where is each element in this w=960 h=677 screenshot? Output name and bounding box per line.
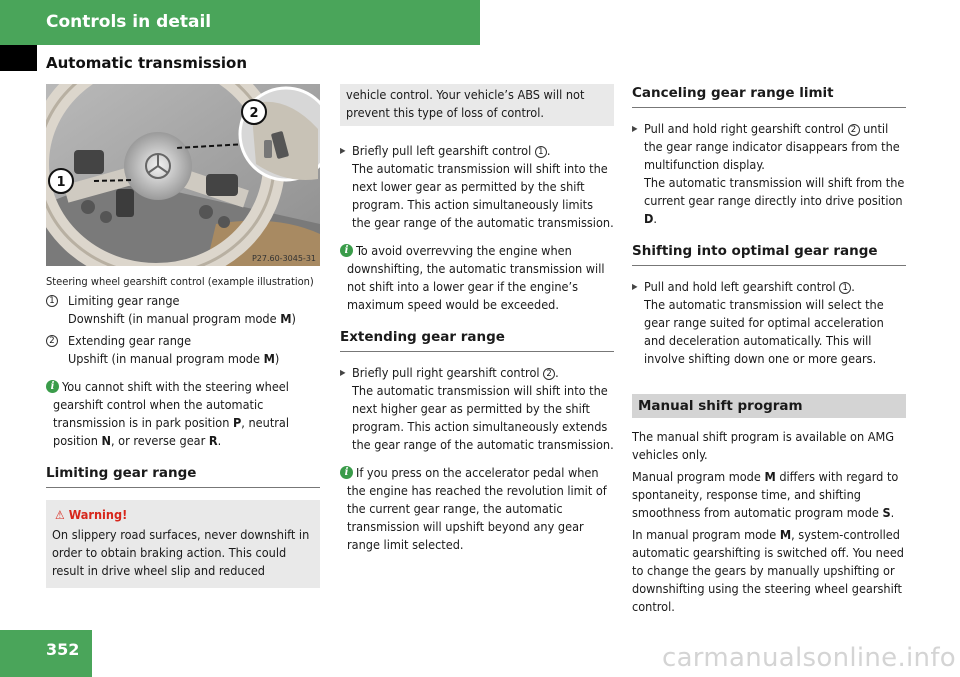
manual-paragraph-1: The manual shift program is available on AMG vehicles only. xyxy=(632,429,895,462)
gearshift-photo xyxy=(46,84,320,266)
legend-title-1: Limiting gear range xyxy=(68,293,180,308)
step-cancel-limit xyxy=(632,120,906,228)
callout-2-label: 2 xyxy=(249,106,259,121)
legend-title-2: Extending gear range xyxy=(68,333,192,348)
section-title: Automatic transmission xyxy=(46,54,247,72)
legend-item-1 xyxy=(46,292,320,328)
step-arrow-icon: ▶ xyxy=(340,368,346,377)
manual-paragraph-2: Manual program mode M differs with regard to spontaneity, response time, and shifting smoothness from automatic program mode S. xyxy=(632,469,899,520)
heading-extending-gear-range: Extending gear range xyxy=(340,328,614,352)
step-arrow-icon: ▶ xyxy=(632,124,638,133)
info-icon: i xyxy=(340,244,353,257)
steering-wheel-illustration xyxy=(46,84,320,266)
info-note-overrev-text: To avoid overrevving the engine when downshifting, the automatic transmission will not shift into a lower gear if the engine’s maximum speed would be exceeded. xyxy=(347,243,605,312)
step-pull-left-instruction: Briefly pull left gearshift control 1 . xyxy=(352,143,551,158)
warning-text-continued: vehicle control. Your vehicle’s ABS will not prevent this type of loss of control. xyxy=(346,87,585,120)
step-pull-right xyxy=(340,364,614,454)
column-left xyxy=(46,84,320,588)
step-arrow-icon: ▶ xyxy=(340,146,346,155)
header-tab-marker xyxy=(0,45,37,71)
info-note-accelerator xyxy=(340,464,614,554)
info-note-accelerator-text: If you press on the accelerator pedal when the engine has reached the revolution limit of the current gear range, the automatic transmission will upshift beyond any gear range limit selected. xyxy=(347,465,607,552)
legend-desc-1: Downshift (in manual program mode M) xyxy=(68,311,296,326)
info-icon: i xyxy=(46,380,59,393)
image-code: P27.60-3045-31 xyxy=(251,254,316,263)
legend-number-1: 1 xyxy=(46,295,58,307)
info-note-park xyxy=(46,378,320,450)
info-note-park-text: You cannot shift with the steering wheel gearshift control when the automatic transmission is in park position P, neutral position N, or reverse gear R. xyxy=(53,379,290,448)
step-optimal-result: The automatic transmission will select the gear range suited for optimal acceleration and deceleration automatically. This will involve shifting down one or more gears. xyxy=(644,297,884,366)
watermark: carmanualsonline.info xyxy=(661,643,956,673)
warning-title: ⚠ Warning! xyxy=(55,507,128,522)
step-cancel-instruction: Pull and hold right gearshift control 2 until the gear range indicator disappears from the multifunction display. xyxy=(644,121,900,172)
step-pull-left xyxy=(340,142,614,232)
step-pull-right-result: The automatic transmission will shift into the next higher gear as permitted by the shift program. This action simultaneously extends the gear range of the automatic transmission. xyxy=(352,383,614,452)
warning-triangle-icon: ⚠ xyxy=(55,508,65,522)
heading-limiting-gear-range: Limiting gear range xyxy=(46,464,320,488)
column-right xyxy=(632,84,906,620)
step-arrow-icon: ▶ xyxy=(632,282,638,291)
info-icon: i xyxy=(340,466,353,479)
legend-item-2 xyxy=(46,332,320,368)
page-number: 352 xyxy=(46,640,80,659)
heading-optimal-gear-range: Shifting into optimal gear range xyxy=(632,242,906,266)
photo-caption: Steering wheel gearshift control (example illustration) xyxy=(46,275,314,288)
warning-text: On slippery road surfaces, never downshift in order to obtain braking action. This could result in drive wheel slip and reduced xyxy=(52,527,310,578)
page-number-box xyxy=(0,630,92,677)
column-middle xyxy=(340,84,614,554)
legend-number-2: 2 xyxy=(46,335,58,347)
info-note-overrev xyxy=(340,242,614,314)
step-cancel-result: The automatic transmission will shift from the current gear range directly into drive position D. xyxy=(644,175,905,226)
manual-paragraph-3: In manual program mode M, system-controlled automatic gearshifting is switched off. You need to change the gears by manually upshifting or downshifting using the steering wheel gearshift control. xyxy=(632,527,905,614)
callout-1-label: 1 xyxy=(56,175,66,190)
step-pull-left-result: The automatic transmission will shift into the next lower gear as permitted by the shift program. This action simultaneously limits the gear range of the automatic transmission. xyxy=(352,161,614,230)
chapter-title: Controls in detail xyxy=(46,12,212,32)
warning-box-continued xyxy=(340,84,614,126)
chapter-header-bar xyxy=(0,0,480,45)
heading-canceling-gear-range-limit: Canceling gear range limit xyxy=(632,84,906,108)
step-optimal-instruction: Pull and hold left gearshift control 1 . xyxy=(644,279,855,294)
step-optimal-gear xyxy=(632,278,906,368)
heading-manual-shift-program: Manual shift program xyxy=(632,394,906,418)
legend-desc-2: Upshift (in manual program mode M) xyxy=(68,351,280,366)
step-pull-right-instruction: Briefly pull right gearshift control 2 . xyxy=(352,365,559,380)
warning-box xyxy=(46,500,320,588)
